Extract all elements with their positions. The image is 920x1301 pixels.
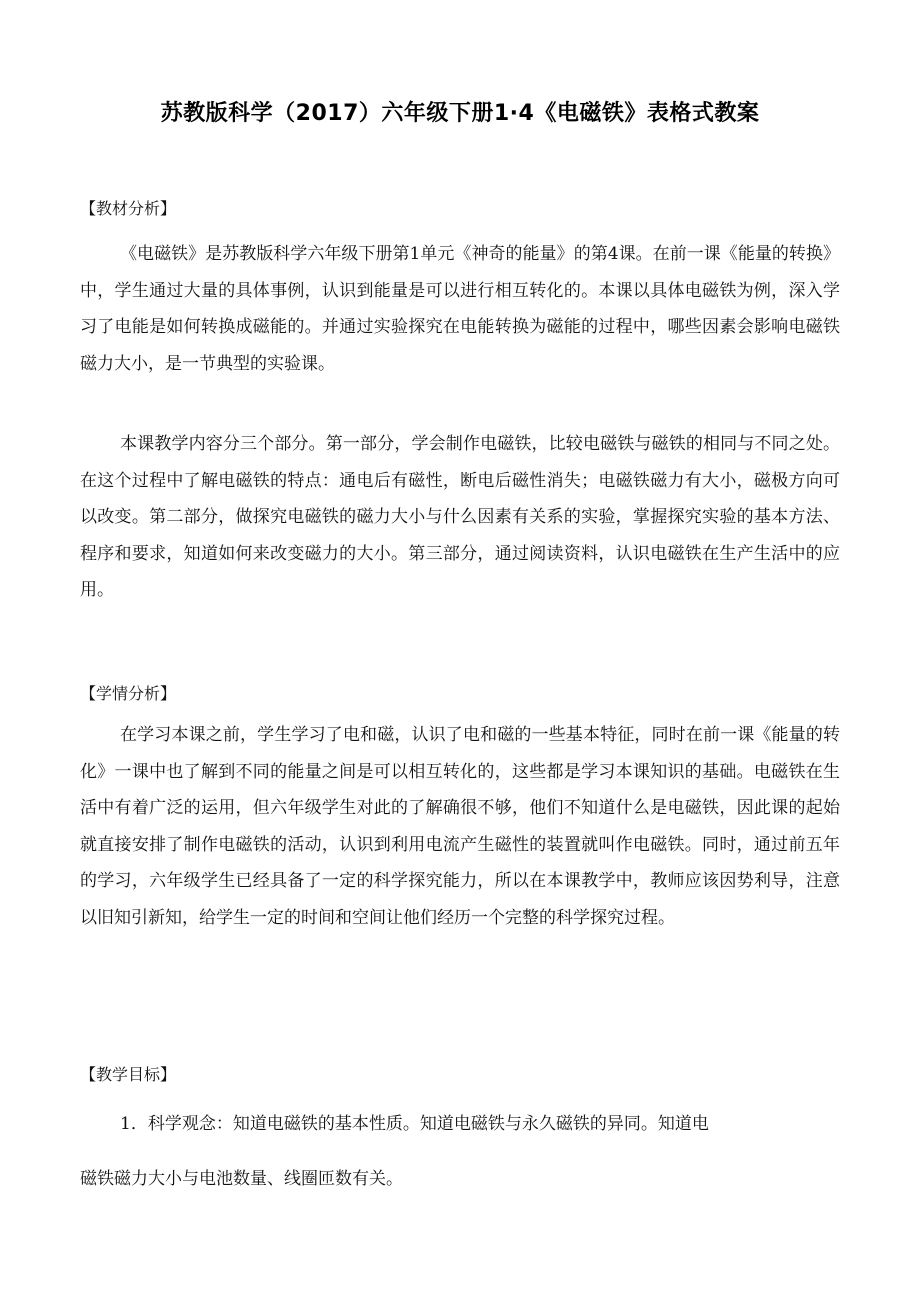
teaching-goal-item-1-line-1: 1．科学观念：知道电磁铁的基本性质。知道电磁铁与永久磁铁的异同。知道电 (120, 1114, 709, 1134)
student-analysis-paragraph: 在学习本课之前，学生学习了电和磁，认识了电和磁的一些基本特征，同时在前一课《能量的转化》一课中也了解到不同的能量之间是可以相互转化的，这些都是学习本课知识的基础。电磁铁在生活中有着广泛的运用，但六年级学生对此的了解确很不够，他们不知道什么是电磁铁，因此课的起始就直接安排了制作电磁铁的活动，认识到利用电流产生磁性的装置就叫作电磁铁。同时，通过前五年的学习，六年级学生已经具备了一定的科学探究能力，所以在本课教学中，教师应该因势利导，注意以旧知引新知，给学生一定的时间和空间让他们经历一个完整的科学探究过程。 (80, 725, 840, 928)
material-analysis-paragraph-2: 本课教学内容分三个部分。第一部分，学会制作电磁铁，比较电磁铁与磁铁的相同与不同之处。在这个过程中了解电磁铁的特点：通电后有磁性，断电后磁性消失；电磁铁磁力有大小，磁极方向可以改变。第二部分，做探究电磁铁的磁力大小与什么因素有关系的实验，掌握探究实验的基本方法、程序和要求，知道如何来改变磁力的大小。第三部分，通过阅读资料，认识电磁铁在生产生活中的应用。 (80, 434, 840, 600)
teaching-goal-item-1-line-2: 磁铁磁力大小与电池数量、线圈匝数有关。 (80, 1169, 403, 1189)
material-analysis-paragraph-1: 《电磁铁》是苏教版科学六年级下册第1单元《神奇的能量》的第4课。在前一课《能量的转换》中，学生通过大量的具体事例，认识到能量是可以进行相互转化的。本课以具体电磁铁为例，深入学习了电能是如何转换成磁能的。并通过实验探究在电能转换为磁能的过程中，哪些因素会影响电磁铁磁力大小，是一节典型的实验课。 (80, 244, 840, 374)
section-heading-teaching-goals: 【教学目标】 (80, 1065, 177, 1084)
section-heading-student-analysis: 【学情分析】 (80, 684, 177, 703)
document-title: 苏教版科学（2017）六年级下册1·4《电磁铁》表格式教案 (160, 101, 760, 126)
section-heading-material-analysis: 【教材分析】 (80, 199, 177, 218)
